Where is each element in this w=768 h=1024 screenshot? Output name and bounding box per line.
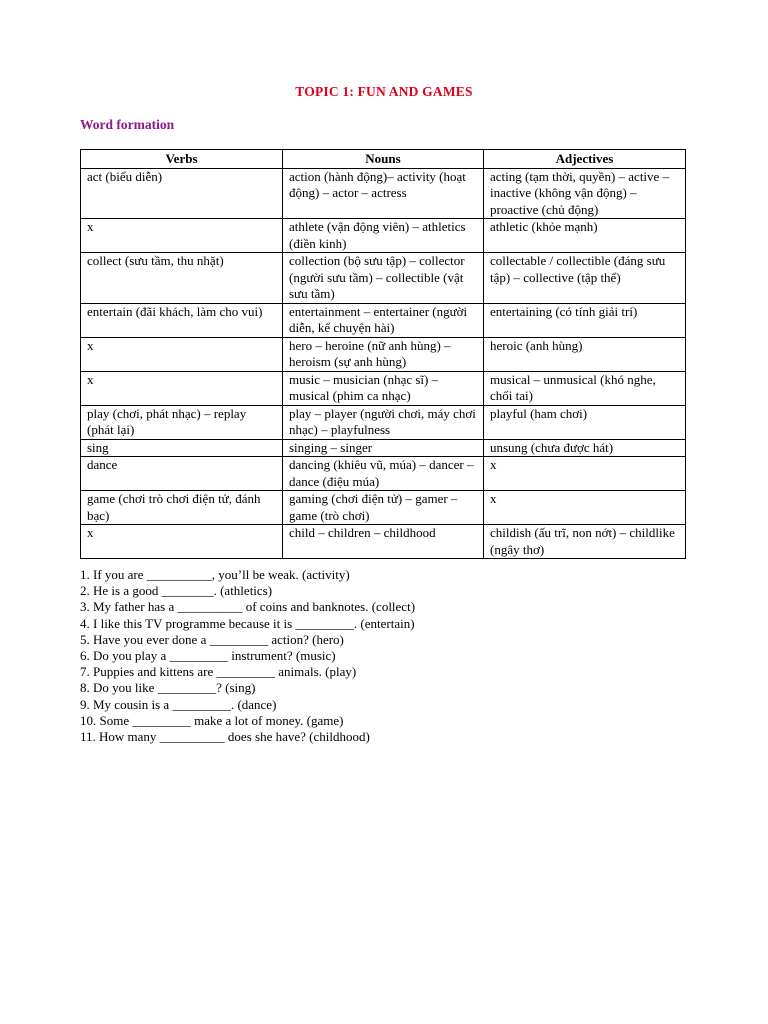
- adjective-cell: athletic (khỏe mạnh): [484, 219, 686, 253]
- noun-cell: play – player (người chơi, máy chơi nhạc) – playfulness: [283, 405, 484, 439]
- adjective-cell: x: [484, 491, 686, 525]
- table-row: [81, 405, 686, 439]
- adjective-cell: musical – unmusical (khó nghe, chối tai): [484, 371, 686, 405]
- noun-cell: music – musician (nhạc sĩ) – musical (phim ca nhạc): [283, 371, 484, 405]
- column-header-nouns: Nouns: [283, 150, 484, 169]
- adjective-cell: heroic (anh hùng): [484, 337, 686, 371]
- table-row: [81, 219, 686, 253]
- table-row: [81, 491, 686, 525]
- exercise-list: [80, 567, 700, 745]
- table-row: [81, 168, 686, 219]
- verb-cell: x: [81, 371, 283, 405]
- verb-cell: sing: [81, 439, 283, 457]
- adjective-cell: unsung (chưa được hát): [484, 439, 686, 457]
- exercise-item: 11. How many __________ does she have? (childhood): [80, 729, 370, 745]
- table-row: [81, 525, 686, 559]
- noun-cell: gaming (chơi điện tử) – gamer – game (trò chơi): [283, 491, 484, 525]
- section-heading: Word formation: [80, 117, 175, 132]
- exercise-item: 2. He is a good ________. (athletics): [80, 583, 273, 599]
- column-header-adjectives: Adjectives: [484, 150, 686, 169]
- exercise-item: 10. Some _________ make a lot of money. (game): [80, 712, 344, 728]
- exercise-item: 4. I like this TV programme because it is _________. (entertain): [80, 615, 415, 631]
- exercise-item: 8. Do you like _________? (sing): [80, 680, 256, 696]
- noun-cell: athlete (vận động viên) – athletics (điền kinh): [283, 219, 484, 253]
- adjective-cell: acting (tạm thời, quyền) – active – inactive (không vận động) – proactive (chủ động): [484, 168, 686, 219]
- noun-cell: dancing (khiêu vũ, múa) – dancer – dance (điệu múa): [283, 457, 484, 491]
- table-row: [81, 457, 686, 491]
- adjective-cell: playful (ham chơi): [484, 405, 686, 439]
- table-header-row: [81, 150, 686, 169]
- document-title: TOPIC 1: FUN AND GAMES: [295, 84, 473, 99]
- verb-cell: collect (sưu tầm, thu nhặt): [81, 253, 283, 304]
- table-row: [81, 371, 686, 405]
- table-row: [81, 439, 686, 457]
- verb-cell: x: [81, 219, 283, 253]
- exercise-item: 7. Puppies and kittens are _________ animals. (play): [80, 664, 357, 680]
- table-row: [81, 303, 686, 337]
- noun-cell: entertainment – entertainer (người diễn, kể chuyện hài): [283, 303, 484, 337]
- verb-cell: entertain (đãi khách, làm cho vui): [81, 303, 283, 337]
- noun-cell: child – children – childhood: [283, 525, 484, 559]
- verb-cell: game (chơi trò chơi điện tử, đánh bạc): [81, 491, 283, 525]
- noun-cell: collection (bộ sưu tập) – collector (người sưu tầm) – collectible (vật sưu tầm): [283, 253, 484, 304]
- adjective-cell: collectable / collectible (đáng sưu tập) – collective (tập thể): [484, 253, 686, 304]
- verb-cell: x: [81, 525, 283, 559]
- noun-cell: singing – singer: [283, 439, 484, 457]
- noun-cell: hero – heroine (nữ anh hùng) – heroism (sự anh hùng): [283, 337, 484, 371]
- verb-cell: x: [81, 337, 283, 371]
- adjective-cell: childish (ấu trĩ, non nớt) – childlike (ngây thơ): [484, 525, 686, 559]
- exercise-item: 5. Have you ever done a _________ action? (hero): [80, 631, 344, 647]
- table-row: [81, 253, 686, 304]
- adjective-cell: x: [484, 457, 686, 491]
- verb-cell: dance: [81, 457, 283, 491]
- table-row: [81, 337, 686, 371]
- verb-cell: act (biểu diễn): [81, 168, 283, 219]
- exercise-item: 6. Do you play a _________ instrument? (music): [80, 648, 336, 664]
- word-formation-table: [80, 149, 686, 559]
- adjective-cell: entertaining (có tính giải trí): [484, 303, 686, 337]
- column-header-verbs: Verbs: [81, 150, 283, 169]
- exercise-item: 1. If you are __________, you’ll be weak. (activity): [80, 567, 350, 582]
- exercise-item: 9. My cousin is a _________. (dance): [80, 696, 277, 712]
- noun-cell: action (hành động)– activity (hoạt động) – actor – actress: [283, 168, 484, 219]
- verb-cell: play (chơi, phát nhạc) – replay (phát lại): [81, 405, 283, 439]
- exercise-item: 3. My father has a __________ of coins and banknotes. (collect): [80, 599, 416, 615]
